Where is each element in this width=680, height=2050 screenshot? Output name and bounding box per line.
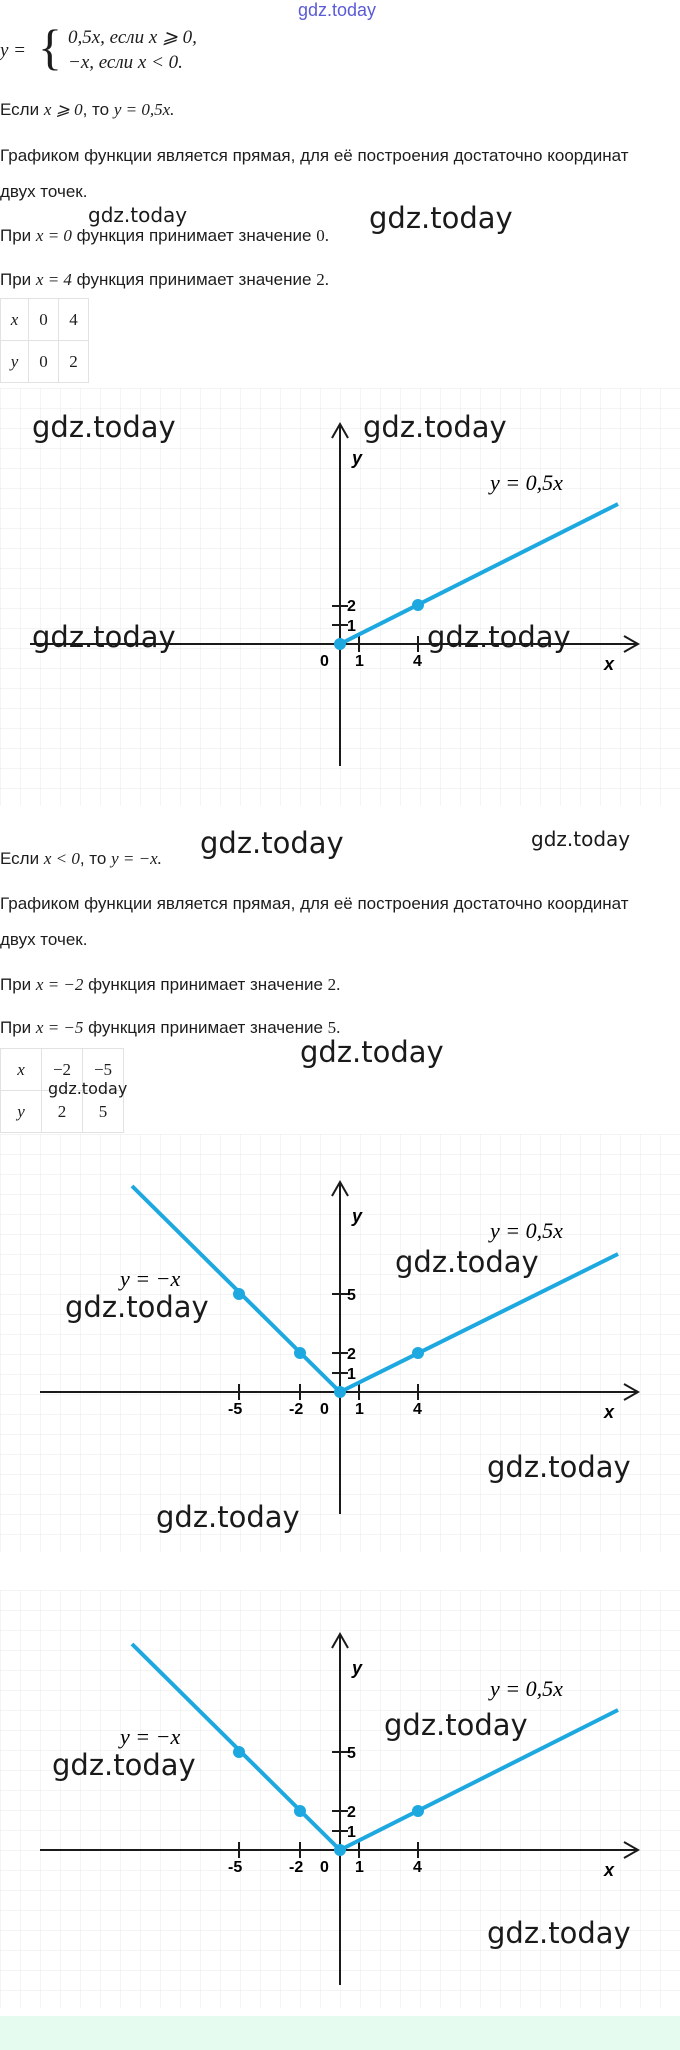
- point-0-0: [334, 1386, 346, 1398]
- y-tick-label: 2: [347, 1804, 356, 1821]
- watermark: gdz.today: [48, 1079, 128, 1098]
- point-m2-2: [294, 1805, 306, 1817]
- point-line-2a: При x = −2 функция принимает значение 2.: [0, 975, 341, 994]
- table-cell: −5: [83, 1049, 124, 1091]
- y-tick-label: 1: [347, 1824, 356, 1841]
- table-cell: 5: [83, 1091, 124, 1133]
- watermark: gdz.today: [32, 410, 176, 444]
- y-tick-label: 5: [347, 1745, 356, 1762]
- x-axis-label: x: [604, 1402, 615, 1422]
- point-4-2: [412, 599, 424, 611]
- graph-text-1b: двух точек.: [0, 182, 88, 201]
- x-tick-label: 4: [413, 653, 422, 670]
- table-cell: −2: [42, 1049, 83, 1091]
- x-axis-label: x: [604, 1860, 615, 1880]
- point-line-2b: При x = −5 функция принимает значение 5.: [0, 1018, 341, 1037]
- x-tick-label: -2: [289, 1401, 304, 1418]
- table-cell: x: [1, 1049, 42, 1091]
- graph-2: [0, 1134, 680, 1552]
- x-tick-label: 4: [413, 1859, 422, 1876]
- y-tick-label: 1: [347, 1366, 356, 1383]
- condition-1: Если x ⩾ 0, то y = 0,5x.: [0, 100, 175, 119]
- x-tick-label: 4: [413, 1401, 422, 1418]
- origin-label: 0: [320, 1401, 329, 1418]
- x-tick-label: -5: [228, 1401, 243, 1418]
- site-header[interactable]: gdz.today: [298, 0, 377, 20]
- point-m2-2: [294, 1347, 306, 1359]
- piecewise-brace: {: [38, 19, 62, 75]
- watermark: gdz.today: [300, 1035, 444, 1069]
- point-line-1a: При x = 0 функция принимает значение 0.: [0, 226, 329, 245]
- footer-band: [0, 2016, 680, 2050]
- graph-text-2b: двух точек.: [0, 930, 88, 949]
- point-line-1b: При x = 4 функция принимает значение 2.: [0, 270, 329, 289]
- point-m5-5: [233, 1746, 245, 1758]
- graph-1: [0, 388, 680, 806]
- point-4-2: [412, 1805, 424, 1817]
- table-cell: 0: [29, 341, 59, 383]
- x-tick-label: 1: [355, 1401, 364, 1418]
- table-cell: 2: [59, 341, 89, 383]
- line-label-left: y = −x: [120, 1724, 181, 1749]
- watermark: gdz.today: [531, 827, 631, 851]
- watermark: gdz.today: [384, 1708, 528, 1742]
- watermark: gdz.today: [32, 620, 176, 654]
- table-cell: x: [1, 299, 29, 341]
- x-tick-label: -2: [289, 1859, 304, 1876]
- piecewise-case-2: −x, если x < 0.: [68, 52, 183, 73]
- line-label-right: y = 0,5x: [490, 1676, 563, 1701]
- x-tick-label: -5: [228, 1859, 243, 1876]
- y-tick-label: 5: [347, 1287, 356, 1304]
- y-tick-label: 2: [347, 1346, 356, 1363]
- x-tick-label: 1: [355, 1859, 364, 1876]
- table-cell: y: [1, 1091, 42, 1133]
- watermark: gdz.today: [369, 201, 513, 235]
- values-table-1: [0, 298, 89, 383]
- table-cell: 4: [59, 299, 89, 341]
- y-tick-label: 2: [347, 598, 356, 615]
- line-label-right: y = 0,5x: [490, 1218, 563, 1243]
- watermark: gdz.today: [88, 203, 188, 227]
- watermark: gdz.today: [487, 1916, 631, 1950]
- point-4-2: [412, 1347, 424, 1359]
- table-cell: 0: [29, 299, 59, 341]
- table-cell: y: [1, 341, 29, 383]
- y-axis-label: y: [352, 1658, 363, 1678]
- line-label-left: y = −x: [120, 1266, 181, 1291]
- watermark: gdz.today: [487, 1450, 631, 1484]
- line-label: y = 0,5x: [490, 470, 563, 495]
- table-cell: 2: [42, 1091, 83, 1133]
- watermark: gdz.today: [200, 826, 344, 860]
- x-tick-label: 1: [355, 653, 364, 670]
- condition-2: Если x < 0, то y = −x.: [0, 849, 162, 868]
- piecewise-case-1: 0,5x, если x ⩾ 0,: [68, 27, 197, 48]
- watermark: gdz.today: [156, 1500, 300, 1534]
- y-tick-label: 1: [347, 618, 356, 635]
- point-0-0: [334, 1844, 346, 1856]
- origin-label: 0: [320, 653, 329, 670]
- point-0-0: [334, 638, 346, 650]
- watermark: gdz.today: [427, 620, 571, 654]
- piecewise-lhs: y =: [0, 40, 27, 61]
- y-axis-label: y: [352, 448, 363, 468]
- graph-text-1: Графиком функции является прямая, для её построения достаточно координат: [0, 146, 629, 165]
- watermark: gdz.today: [52, 1748, 196, 1782]
- watermark: gdz.today: [363, 410, 507, 444]
- watermark: gdz.today: [65, 1290, 209, 1324]
- y-axis-label: y: [352, 1206, 363, 1226]
- graph-text-2: Графиком функции является прямая, для её построения достаточно координат: [0, 894, 629, 913]
- watermark: gdz.today: [395, 1245, 539, 1279]
- x-axis-label: x: [604, 654, 615, 674]
- origin-label: 0: [320, 1859, 329, 1876]
- point-m5-5: [233, 1288, 245, 1300]
